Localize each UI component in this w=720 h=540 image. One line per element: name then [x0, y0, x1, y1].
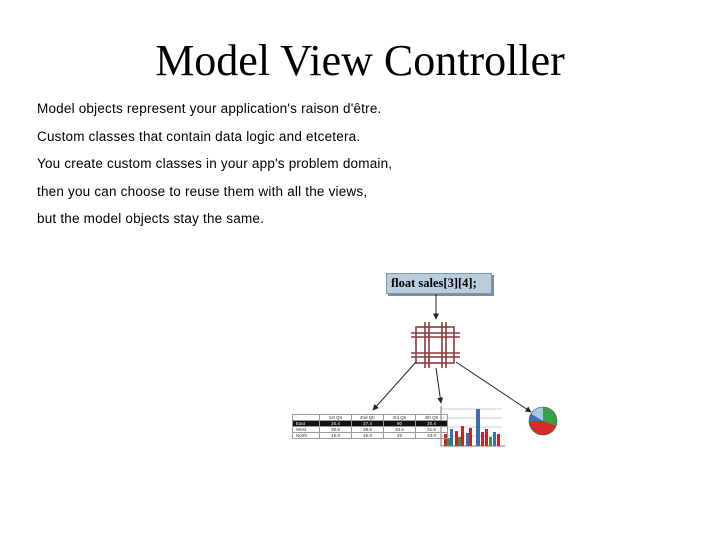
bullet-item: Model objects represent your application's raison d'être. [37, 101, 382, 116]
grid-to-pie-arrow [456, 362, 531, 412]
bullet-item: but the model objects stay the same. [37, 211, 265, 226]
bullet-item: Custom classes that contain data logic and etcetera. [37, 128, 361, 144]
table-header-cell: 1st Qtr [320, 415, 352, 421]
table-cell: 45 [384, 433, 416, 439]
bar-chart-view [441, 406, 505, 446]
table-cell: 38.6 [352, 427, 384, 433]
grid-to-table-arrow [373, 362, 416, 410]
pie-chart-view [529, 407, 557, 435]
table-cell: 45.9 [320, 433, 352, 439]
data-grid-icon [411, 322, 460, 368]
table-header-cell: 4th Qtr [416, 415, 448, 421]
table-cell: 20.4 [416, 421, 448, 427]
table-cell: 43.9 [416, 433, 448, 439]
table-cell: 46.9 [352, 433, 384, 439]
table-cell: 34.6 [384, 427, 416, 433]
slide-title: Model View Controller [155, 36, 565, 85]
table-cell: 30.6 [320, 427, 352, 433]
table-cell: North [293, 433, 320, 439]
table-cell: 31.6 [416, 427, 448, 433]
bullet-item: then you can choose to reuse them with all the views, [37, 183, 368, 199]
table-cell: 20.4 [320, 421, 352, 427]
model-code-label: float sales[3][4]; [391, 276, 477, 290]
grid-to-bar-arrow [436, 368, 441, 403]
table-header-cell: 3rd Qtr [384, 415, 416, 421]
table-header-cell: 2nd Qtr [352, 415, 384, 421]
table-cell: 27.4 [352, 421, 384, 427]
bullet-item: You create custom classes in your app's problem domain, [37, 156, 393, 171]
table-cell: East [293, 421, 320, 427]
table-cell: 90 [384, 421, 416, 427]
table-cell: West [293, 427, 320, 433]
spreadsheet-view [292, 414, 448, 439]
table-row [293, 433, 448, 439]
